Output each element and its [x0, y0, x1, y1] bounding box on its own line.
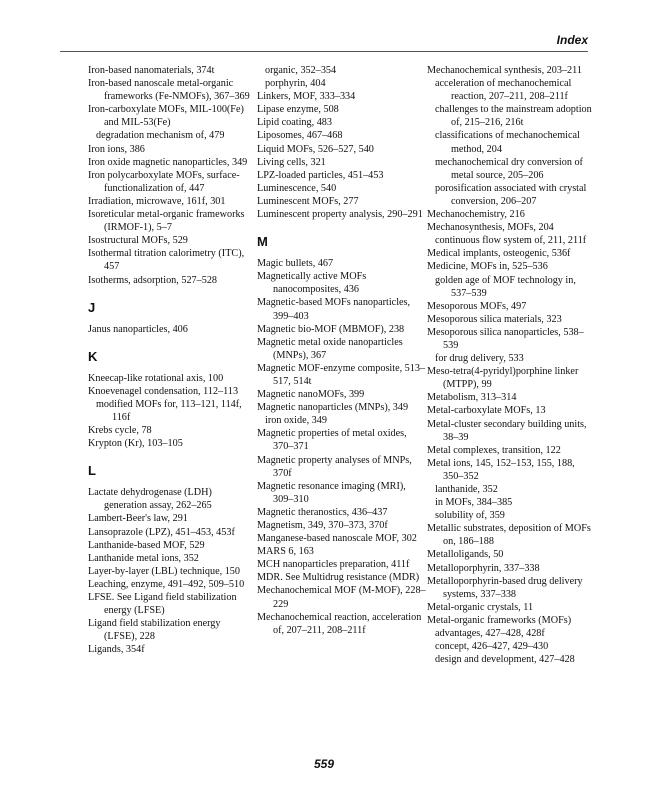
index-entry: Lactate dehydrogenase (LDH) generation assay, 262–265 — [88, 487, 212, 512]
index-column-3 — [427, 64, 597, 666]
index-entry: Lanthanide-based MOF, 529 — [88, 539, 205, 551]
index-entry: Luminescent MOFs, 277 — [257, 195, 359, 207]
index-entry: Metabolism, 313–314 — [427, 392, 517, 404]
index-subentry: concept, 426–427, 429–430 — [435, 641, 549, 653]
index-subentry: lanthanide, 352 — [435, 484, 498, 495]
index-entry: Magnetic property analyses of MNPs, 370f — [257, 454, 412, 479]
index-entry: Mechanochemical MOF (M-MOF), 228–229 — [257, 585, 426, 610]
index-entry: MARS 6, 163 — [257, 546, 314, 558]
index-entry: Magnetic bio-MOF (MBMOF), 238 — [257, 323, 405, 335]
index-subentry: golden age of MOF technology in, 537–539 — [435, 274, 576, 299]
index-entry: Knoevenagel condensation, 112–113 — [88, 385, 239, 397]
index-entry: Magnetic-based MOFs nanoparticles, 399–403 — [257, 297, 411, 322]
index-entry: Iron-based nanoscale metal-organic frameworks (Fe-NMOFs), 367–369 — [88, 78, 250, 103]
index-entry: Magnetic resonance imaging (MRI), 309–310 — [257, 480, 406, 505]
index-entry: Mechanosynthesis, MOFs, 204 — [427, 222, 554, 234]
index-entry: Metalloligands, 50 — [427, 549, 504, 561]
header-rule — [60, 51, 588, 52]
index-entry: Ligands, 354f — [88, 644, 145, 656]
index-subentry: for drug delivery, 533 — [435, 353, 524, 365]
index-entry: Metalloporphyrin, 337–338 — [427, 562, 540, 574]
index-entry: Iron-based nanomaterials, 374t — [88, 65, 215, 76]
index-entry: Isothermal titration calorimetry (ITC), 457 — [88, 248, 245, 273]
index-entry: Liquid MOFs, 526–527, 540 — [257, 143, 374, 155]
index-subentry: modified MOFs for, 113–121, 114f, 116f — [96, 398, 242, 423]
index-subentry: challenges to the mainstream adoption of, 215–216, 216t — [435, 104, 592, 129]
index-entry: Medical implants, osteogenic, 536f — [427, 248, 571, 260]
index-entry: Mechanochemical reaction, acceleration of, 207–211, 208–211f — [257, 611, 422, 636]
index-entry: Mechanochemistry, 216 — [427, 209, 525, 221]
index-entry: Metal-organic frameworks (MOFs) — [427, 614, 572, 626]
index-subentry: organic, 352–354 — [265, 65, 337, 76]
index-entry: Metalloporphyrin-based drug delivery systems, 337–338 — [427, 575, 583, 600]
index-entry: Isoreticular metal-organic frameworks (IRMOF-1), 5–7 — [88, 209, 245, 234]
index-entry: Luminescent property analysis, 290–291 — [257, 209, 423, 221]
index-subentry: continuous flow system of, 211, 211f — [435, 235, 587, 247]
index-entry: Mesoporous silica materials, 323 — [427, 313, 562, 325]
index-entry: Iron polycarboxylate MOFs, surface-functionalization of, 447 — [88, 169, 240, 194]
index-entry: Magnetism, 349, 370–373, 370f — [257, 520, 388, 531]
index-entry: LPZ-loaded particles, 451–453 — [257, 169, 384, 181]
index-entry: Magnetic properties of metal oxides, 370–371 — [257, 428, 407, 453]
section-letter-heading: M — [257, 234, 268, 250]
section-letter-heading: L — [88, 463, 96, 479]
index-subentry: acceleration of mechanochemical reaction, 207–211, 208–211f — [435, 78, 572, 103]
index-entry: Manganese-based nanoscale MOF, 302 — [257, 533, 417, 545]
index-entry: MCH nanoparticles preparation, 411f — [257, 559, 410, 571]
section-letter-heading: J — [88, 299, 96, 315]
index-entry: Isotherms, adsorption, 527–528 — [88, 274, 218, 286]
index-entry: Linkers, MOF, 333–334 — [257, 91, 356, 103]
index-entry: Living cells, 321 — [257, 156, 326, 168]
index-entry: Metal-carboxylate MOFs, 13 — [427, 405, 546, 417]
index-entry: Metallic substrates, deposition of MOFs on, 186–188 — [427, 523, 591, 548]
index-entry: Metal-cluster secondary building units, 38–39 — [427, 418, 587, 443]
index-subentry: in MOFs, 384–385 — [435, 497, 513, 509]
index-entry: Liposomes, 467–468 — [257, 130, 343, 142]
index-entry: Irradiation, microwave, 161f, 301 — [88, 195, 226, 207]
index-entry: Medicine, MOFs in, 525–536 — [427, 261, 548, 273]
index-entry: Iron oxide magnetic nanoparticles, 349 — [88, 156, 248, 168]
index-entry: Lambert-Beer's law, 291 — [88, 513, 188, 525]
index-entry: Mesoporous silica nanoparticles, 538–539 — [427, 326, 584, 351]
index-entry: LFSE. See Ligand field stabilization energy (LFSE) — [88, 592, 237, 617]
index-entry: Magnetic metal oxide nanoparticles (MNPs), 367 — [257, 336, 403, 361]
index-entry: Magnetic nanoparticles (MNPs), 349 — [257, 402, 409, 414]
index-entry: Mesoporous MOFs, 497 — [427, 300, 527, 312]
index-entry: Isostructural MOFs, 529 — [88, 235, 188, 247]
index-subentry: classifications of mechanochemical method, 204 — [435, 130, 580, 155]
index-entry: Iron-carboxylate MOFs, MIL-100(Fe) and MIL-53(Fe) — [88, 104, 244, 129]
index-entry: Metal complexes, transition, 122 — [427, 444, 561, 456]
index-entry: Metal ions, 145, 152–153, 155, 188, 350–352 — [427, 457, 575, 482]
index-subentry: advantages, 427–428, 428f — [435, 628, 545, 640]
index-column-1 — [88, 64, 256, 656]
index-entry: Janus nanoparticles, 406 — [88, 323, 188, 335]
index-entry: Lanthanide metal ions, 352 — [88, 552, 199, 564]
index-subentry: design and development, 427–428 — [435, 654, 575, 666]
running-header-title: Index — [556, 33, 588, 47]
index-subentry: porphyrin, 404 — [265, 78, 326, 90]
index-entry: Lansoprazole (LPZ), 451–453, 453f — [88, 526, 235, 538]
index-entry: Krebs cycle, 78 — [88, 425, 152, 437]
index-subentry: degradation mechanism of, 479 — [96, 130, 225, 142]
index-entry: Magnetic MOF-enzyme composite, 513–517, 514t — [257, 362, 426, 387]
page-number: 559 — [313, 757, 335, 771]
index-subentry: mechanochemical dry conversion of metal source, 205–206 — [435, 156, 583, 181]
index-entry: Meso-tetra(4-pyridyl)porphine linker (MTPP), 99 — [427, 366, 579, 391]
index-entry: Luminescence, 540 — [257, 182, 337, 194]
index-entry: Magnetic nanoMOFs, 399 — [257, 389, 365, 401]
index-entry: Layer-by-layer (LBL) technique, 150 — [88, 565, 240, 577]
index-entry: Magnetic theranostics, 436–437 — [257, 506, 388, 518]
index-subentry: porosification associated with crystal conversion, 206–207 — [435, 182, 587, 207]
index-entry: Kneecap-like rotational axis, 100 — [88, 372, 224, 384]
section-letter-heading: K — [88, 348, 98, 364]
index-entry: Metal-organic crystals, 11 — [427, 601, 534, 613]
index-entry: Lipase enzyme, 508 — [257, 104, 339, 116]
index-entry: Krypton (Kr), 103–105 — [88, 438, 183, 450]
index-entry: Mechanochemical synthesis, 203–211 — [427, 65, 582, 76]
index-entry: MDR. See Multidrug resistance (MDR) — [257, 572, 420, 584]
index-entry: Iron ions, 386 — [88, 143, 145, 155]
index-entry: Magic bullets, 467 — [257, 258, 334, 270]
index-subentry: solubility of, 359 — [435, 510, 505, 522]
index-entry: Leaching, enzyme, 491–492, 509–510 — [88, 578, 245, 590]
index-subentry: iron oxide, 349 — [265, 415, 327, 427]
index-entry: Magnetically active MOFs nanocomposites, 436 — [257, 271, 367, 296]
index-column-2 — [257, 64, 427, 637]
index-entry: Ligand field stabilization energy (LFSE), 228 — [88, 618, 221, 643]
index-entry: Lipid coating, 483 — [257, 117, 332, 129]
